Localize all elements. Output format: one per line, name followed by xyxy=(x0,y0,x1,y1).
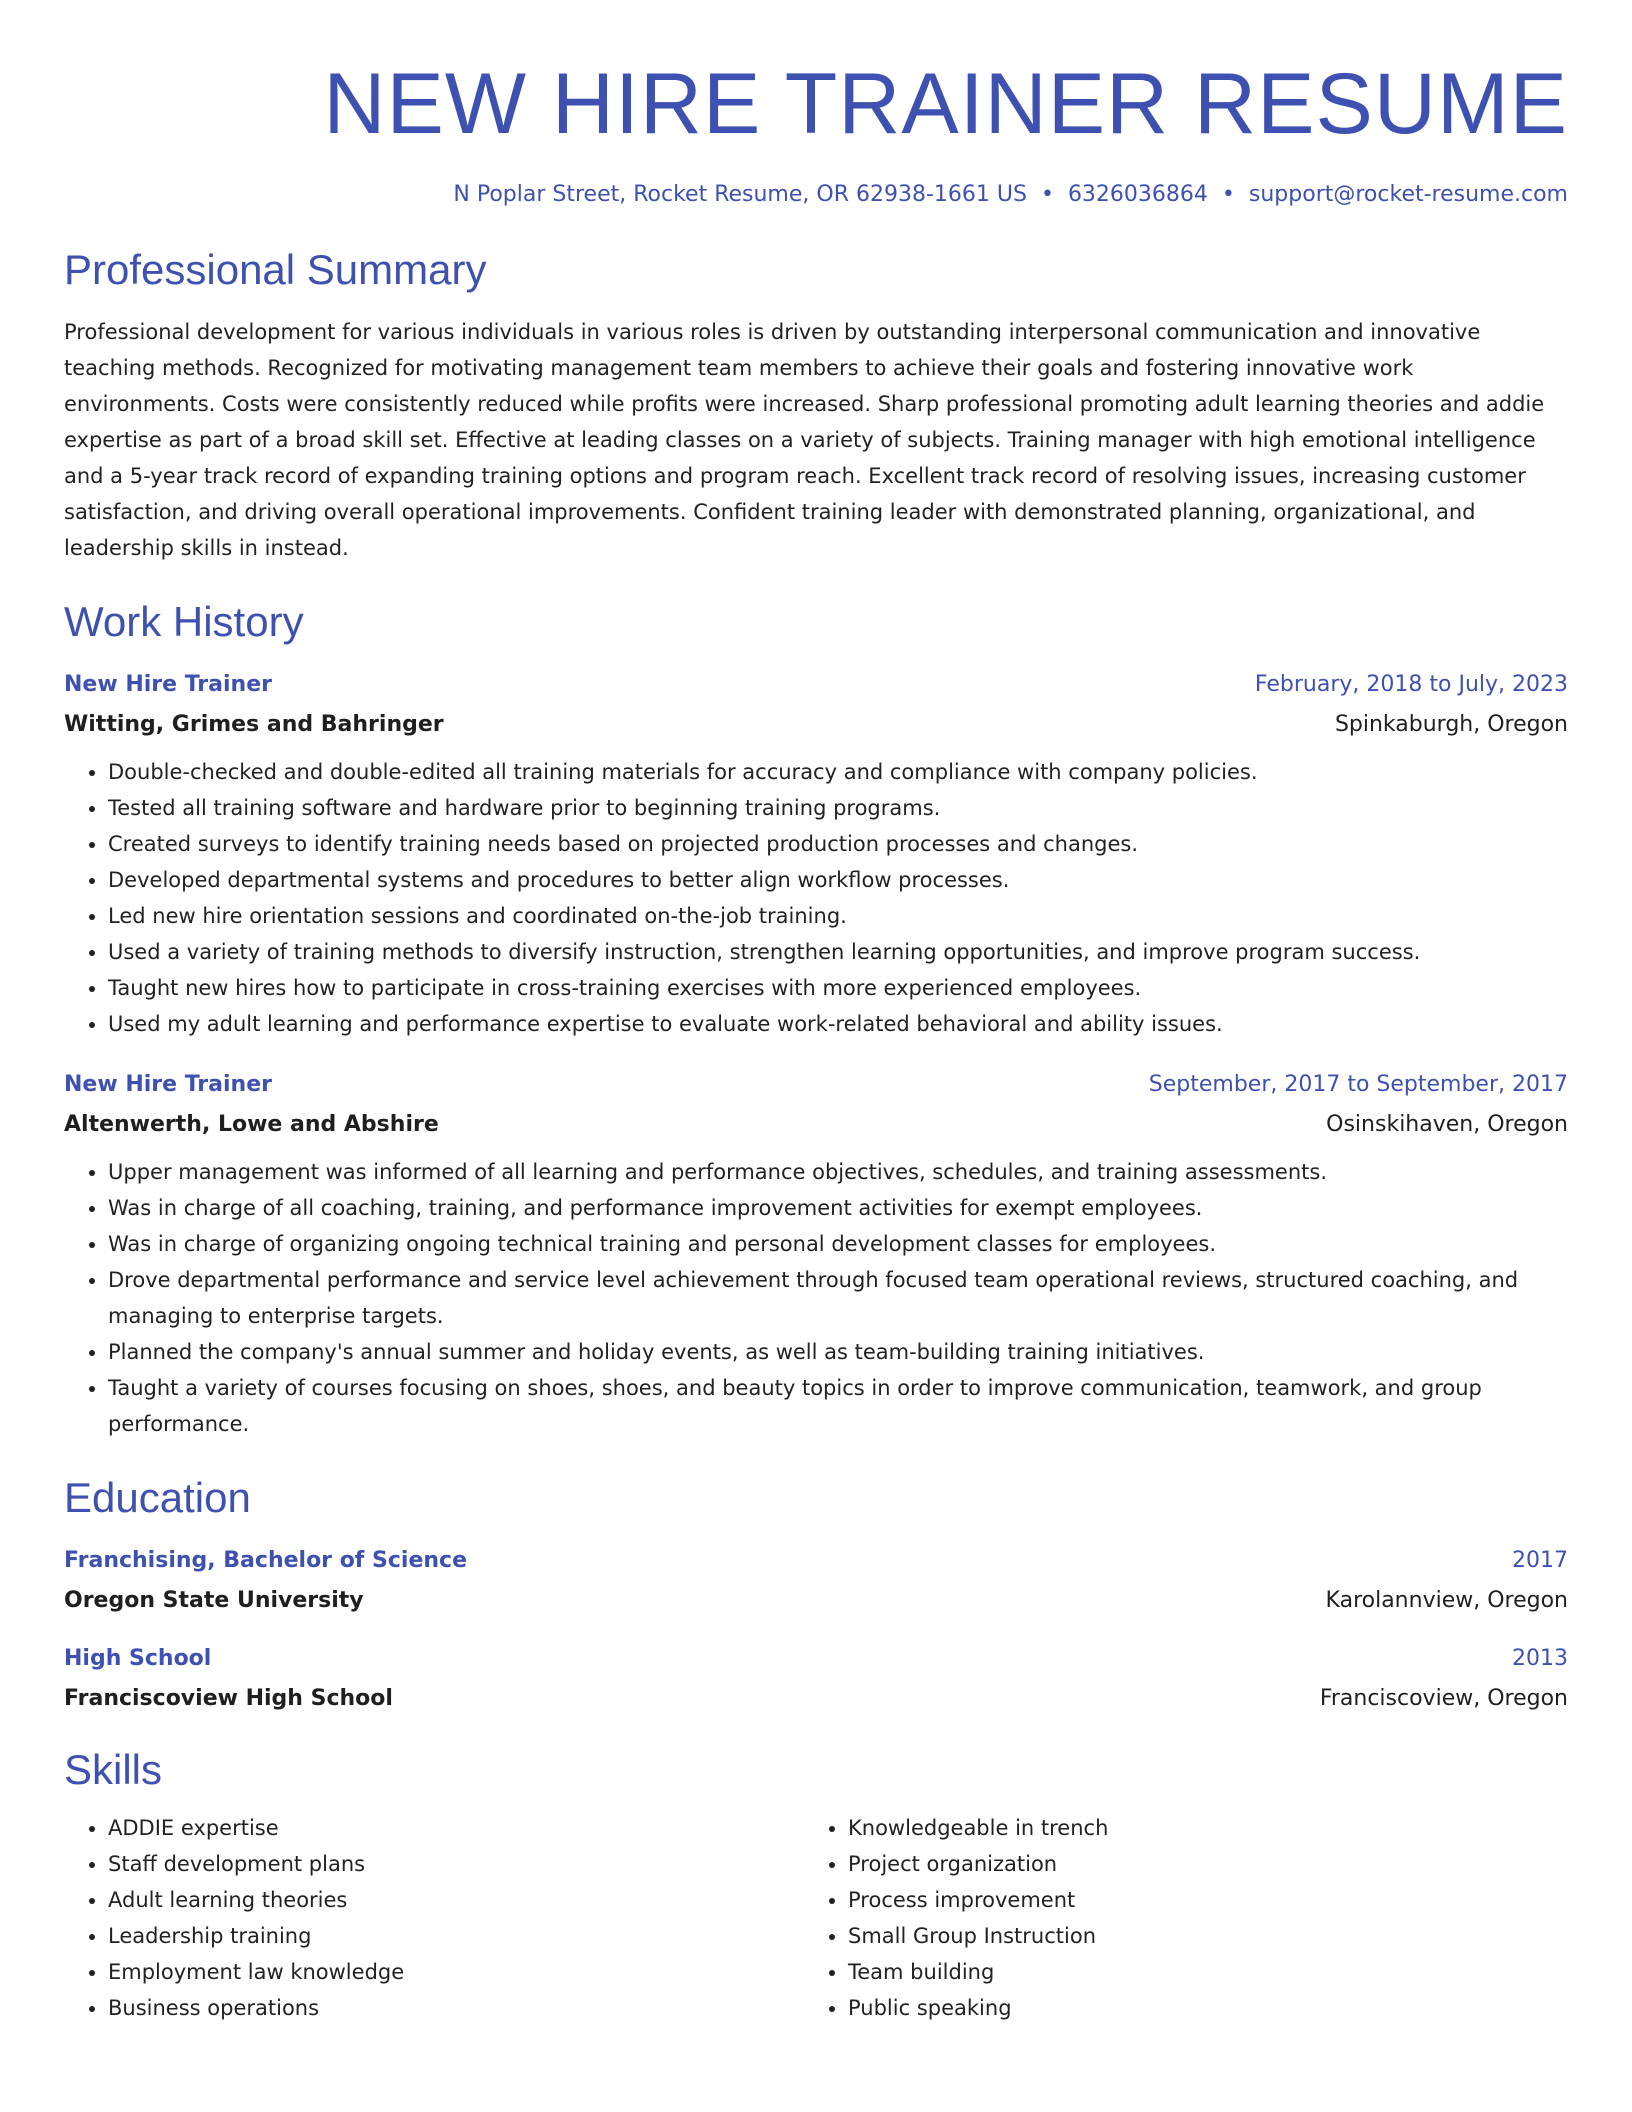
resume-page xyxy=(64,0,1568,2026)
job-company: Altenwerth, Lowe and Abshire xyxy=(64,1112,439,1137)
job-role: New Hire Trainer xyxy=(64,672,272,697)
skill-item: • Knowledgeable in trench xyxy=(848,1810,1568,1846)
education-heading: Education xyxy=(64,1474,251,1521)
skill-item: • Process improvement xyxy=(848,1882,1568,1918)
education-school: Franciscoview High School xyxy=(64,1686,393,1711)
job-bullet: • Was in charge of all coaching, training, and performance improvement activities for exempt employees. xyxy=(108,1190,1568,1226)
job-location: Osinskihaven, Oregon xyxy=(1326,1112,1568,1137)
education-degree: High School xyxy=(64,1646,212,1671)
job-bullet: • Taught new hires how to participate in cross-training exercises with more experienced employees. xyxy=(108,970,1568,1006)
job-dates: February, 2018 to July, 2023 xyxy=(1254,672,1568,697)
job-bullet: • Was in charge of organizing ongoing technical training and personal development classes for employees. xyxy=(108,1226,1568,1262)
job-bullets xyxy=(64,754,1568,1042)
skill-item: • Adult learning theories xyxy=(108,1882,804,1918)
job-bullet: • Used a variety of training methods to diversify instruction, strengthen learning opportunities, and improve program success. xyxy=(108,934,1568,970)
skill-item: • Small Group Instruction xyxy=(848,1918,1568,1954)
job-bullet: • Upper management was informed of all learning and performance objectives, schedules, and training assessments. xyxy=(108,1154,1568,1190)
job-bullet: • Developed departmental systems and procedures to better align workflow processes. xyxy=(108,862,1568,898)
summary-heading: Professional Summary xyxy=(64,246,487,293)
job-location: Spinkaburgh, Oregon xyxy=(1334,712,1568,737)
education-school: Oregon State University xyxy=(64,1588,364,1613)
skill-item: • Project organization xyxy=(848,1846,1568,1882)
summary-text: Professional development for various individuals in various roles is driven by outstanding interpersonal communication and innovative teaching methods. Recognized for motivating management team members to achieve their goals and fostering innovative work environments. Costs were consistently reduced while profits were increased. Sharp professional promoting adult learning theories and addie expertise as part of a broad skill set. Effective at leading classes on a variety of subjects. Training manager with high emotional intelligence and a 5-year track record of expanding training options and program reach. Excellent track record of resolving issues, increasing customer satisfaction, and driving overall operational improvements. Confident training leader with demonstrated planning, organizational, and leadership skills in instead. xyxy=(64,320,1545,560)
contact-separator: • xyxy=(1040,182,1054,207)
job-bullet: • Created surveys to identify training needs based on projected production processes and changes. xyxy=(108,826,1568,862)
skills-column-right xyxy=(804,1810,1568,2026)
contact-email: support@rocket-resume.com xyxy=(1248,182,1568,207)
skills-list xyxy=(64,1810,1568,2026)
job-entry xyxy=(64,670,1568,1042)
job-bullet: • Planned the company's annual summer and holiday events, as well as team-building training initiatives. xyxy=(108,1334,1568,1370)
skill-item: • Staff development plans xyxy=(108,1846,804,1882)
skills-column-left xyxy=(64,1810,804,2026)
job-entry xyxy=(64,1070,1568,1442)
resume-title: NEW HIRE TRAINER RESUME xyxy=(323,56,1568,152)
job-bullet: • Led new hire orientation sessions and coordinated on-the-job training. xyxy=(108,898,1568,934)
education-year: 2013 xyxy=(1512,1646,1568,1671)
job-bullets xyxy=(64,1154,1568,1442)
work-history-heading: Work History xyxy=(64,598,304,645)
education-entry xyxy=(64,1644,1568,1714)
skill-item: • Team building xyxy=(848,1954,1568,1990)
education-location: Karolannview, Oregon xyxy=(1325,1588,1568,1613)
job-bullet: • Tested all training software and hardware prior to beginning training programs. xyxy=(108,790,1568,826)
skill-item: • Employment law knowledge xyxy=(108,1954,804,1990)
skill-item: • Public speaking xyxy=(848,1990,1568,2026)
skill-item: • Leadership training xyxy=(108,1918,804,1954)
education-entry xyxy=(64,1546,1568,1616)
job-dates: September, 2017 to September, 2017 xyxy=(1148,1072,1568,1097)
contact-line xyxy=(64,180,1568,210)
job-role: New Hire Trainer xyxy=(64,1072,272,1097)
job-bullet: • Double-checked and double-edited all training materials for accuracy and compliance with company policies. xyxy=(108,754,1568,790)
contact-separator: • xyxy=(1221,182,1235,207)
contact-address: N Poplar Street, Rocket Resume, OR 62938-1661 US xyxy=(453,182,1027,207)
skill-item: • ADDIE expertise xyxy=(108,1810,804,1846)
skill-item: • Business operations xyxy=(108,1990,804,2026)
skills-heading: Skills xyxy=(64,1746,163,1793)
education-degree: Franchising, Bachelor of Science xyxy=(64,1548,468,1573)
job-bullet: • Used my adult learning and performance expertise to evaluate work-related behavioral and ability issues. xyxy=(108,1006,1568,1042)
education-location: Franciscoview, Oregon xyxy=(1319,1686,1568,1711)
contact-phone: 6326036864 xyxy=(1067,182,1208,207)
education-year: 2017 xyxy=(1512,1548,1568,1573)
job-bullet: • Drove departmental performance and service level achievement through focused team operational reviews, structured coaching, and managing to enterprise targets. xyxy=(108,1262,1568,1334)
job-bullet: • Taught a variety of courses focusing on shoes, shoes, and beauty topics in order to improve communication, teamwork, and group performance. xyxy=(108,1370,1568,1442)
job-company: Witting, Grimes and Bahringer xyxy=(64,712,444,737)
